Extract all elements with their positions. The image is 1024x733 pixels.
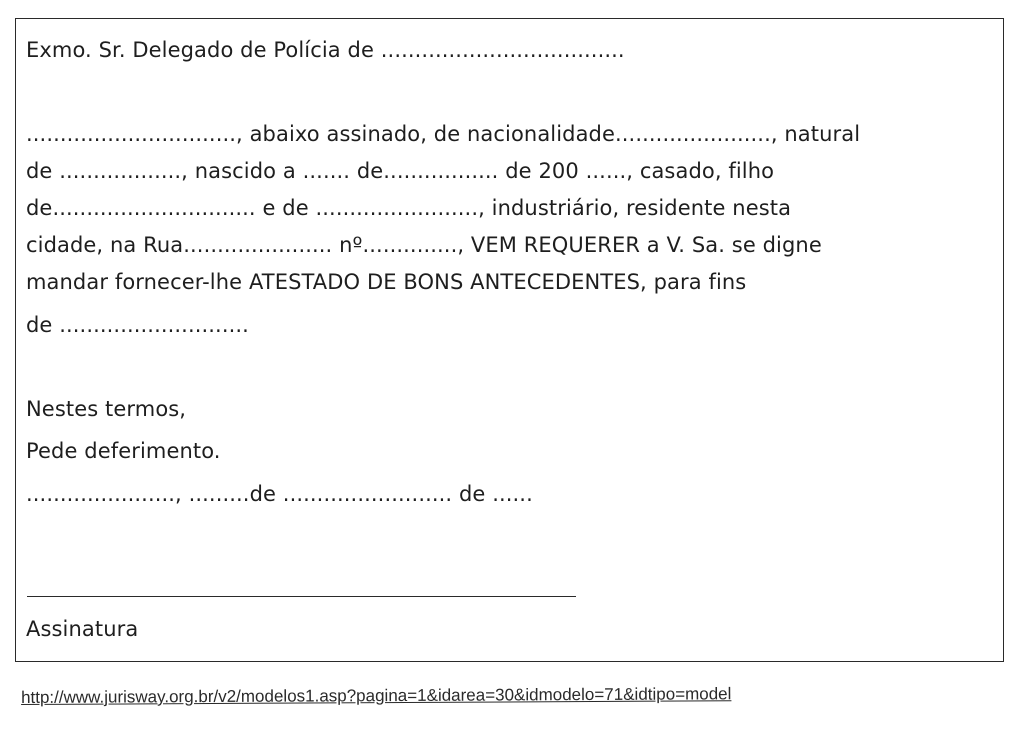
body-line-4: cidade, na Rua...................... nº.............., VEM REQUERER a V. Sa. se digne (26, 233, 822, 257)
body-line-6: de ............................ (26, 313, 249, 337)
source-url: http://www.jurisway.org.br/v2/modelos1.asp?pagina=1&idarea=30&idmodelo=71&idtipo=model (21, 684, 732, 707)
closing-terms: Nestes termos, (26, 397, 187, 421)
closing-request: Pede deferimento. (26, 439, 221, 463)
salutation-line: Exmo. Sr. Delegado de Polícia de .................................... (26, 38, 625, 62)
body-line-2: de .................., nascido a ....... de................. de 200 ......, casado, filho (26, 159, 775, 183)
signature-label: Assinatura (26, 617, 139, 641)
date-place-line: ......................, .........de ......................... de ...... (26, 482, 533, 506)
body-line-1: ..............................., abaixo assinado, de nacionalidade......................., natural (26, 122, 861, 146)
signature-line (27, 596, 576, 597)
body-line-5: mandar fornecer-lhe ATESTADO DE BONS ANTECEDENTES, para fins (26, 270, 747, 294)
body-line-3: de.............................. e de ........................, industriário, residente nesta (26, 196, 792, 220)
requerimento-form (15, 18, 1004, 662)
